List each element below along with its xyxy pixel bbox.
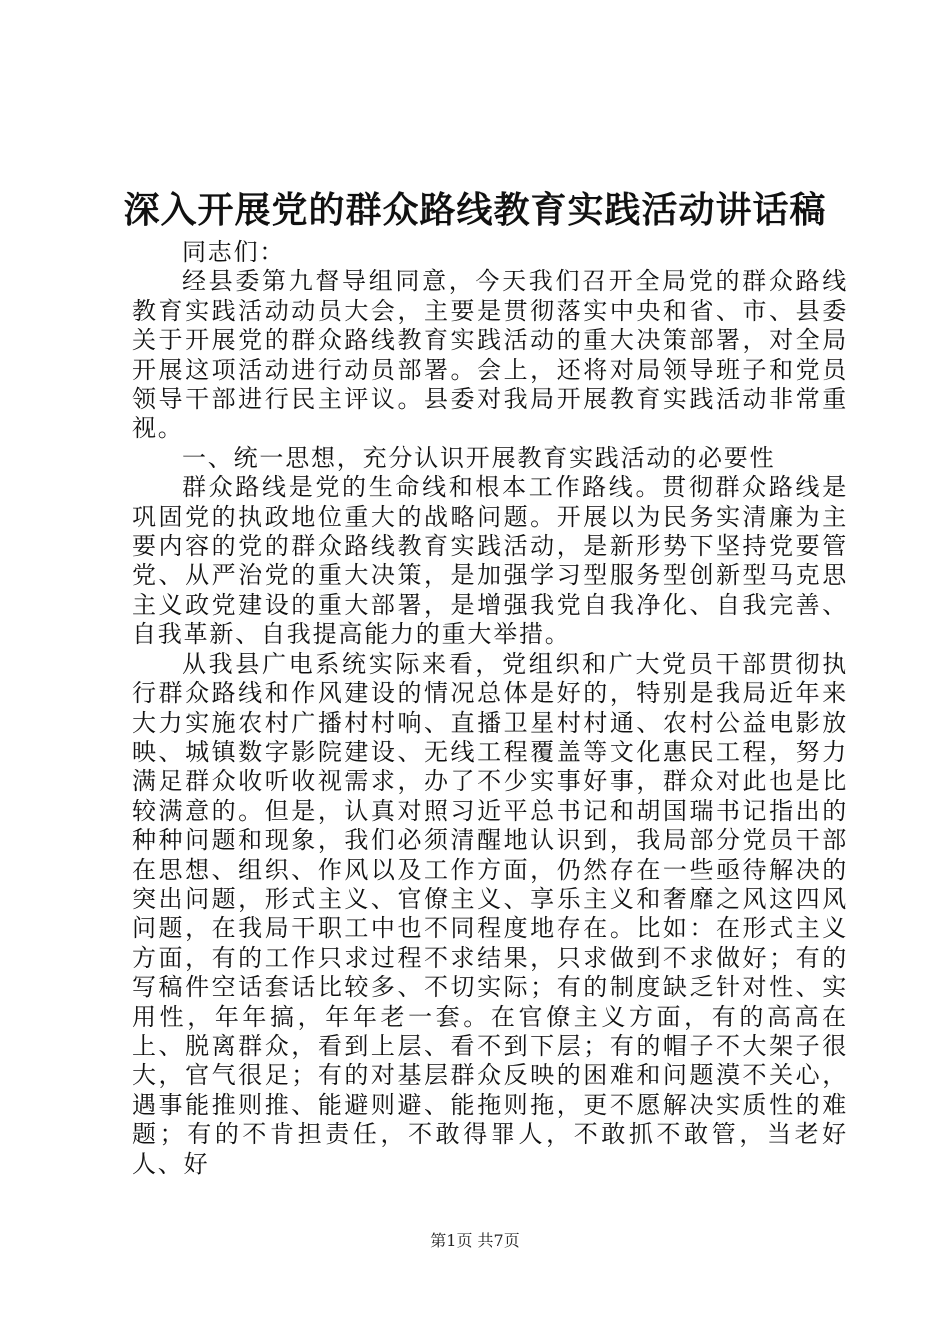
salutation: 同志们： [182,238,286,266]
body-paragraph: 从我县广电系统实际来看，党组织和广大党员干部贯彻执行群众路线和作风建设的情况总体是好的，特别是我局近年来大力实施农村广播村村响、直播卫星村村通、农村公益电影放映、城镇数字影院建设、无线工程覆盖等文化惠民工程，努力满足群众收听收视需求，办了不少实事好事，群众对此也是比较满意的。但是，认真对照习近平总书记和胡国瑞书记指出的种种问题和现象，我们必须清醒地认识到，我局部分党员干部在思想、组织、作风以及工作方面，仍然存在一些亟待解决的突出问题，形式主义、官僚主义、享乐主义和奢靡之风这四风问题，在我局干职工中也不同程度地存在。比如：在形式主义方面，有的工作只求过程不求结果，只求做到不求做好；有的写稿件空话套话比较多、不切实际；有的制度缺乏针对性、实用性，年年搞，年年老一套。在官僚主义方面，有的高高在上、脱离群众，看到上层、看不到下层；有的帽子不大架子很大，官气很足；有的对基层群众反映的困难和问题漠不关心，遇事能推则推、能避则避、能拖则拖，更不愿解决实质性的难题；有的不肯担责任，不敢得罪人，不敢抓不敢管，当老好人、好 [132,649,848,1178]
document-body [132,238,848,1179]
document-title: 深入开展党的群众路线教育实践活动讲话稿 [123,189,827,231]
page-footer: 第1页 共7页 [430,1231,520,1250]
section-heading: 一、统一思想，充分认识开展教育实践活动的必要性 [182,443,776,472]
body-paragraph: 群众路线是党的生命线和根本工作路线。贯彻群众路线是巩固党的执政地位重大的战略问题。开展以为民务实清廉为主要内容的党的群众路线教育实践活动，是新形势下坚持党要管党、从严治党的重大决策，是加强学习型服务型创新型马克思主义政党建设的重大部署，是增强我党自我净化、自我完善、自我革新、自我提高能力的重大举措。 [132,473,848,649]
body-paragraph: 经县委第九督导组同意，今天我们召开全局党的群众路线教育实践活动动员大会，主要是贯彻落实中央和省、市、县委关于开展党的群众路线教育实践活动的重大决策部署，对全局开展这项活动进行动员部署。会上，还将对局领导班子和党员领导干部进行民主评议。县委对我局开展教育实践活动非常重视。 [132,267,848,443]
